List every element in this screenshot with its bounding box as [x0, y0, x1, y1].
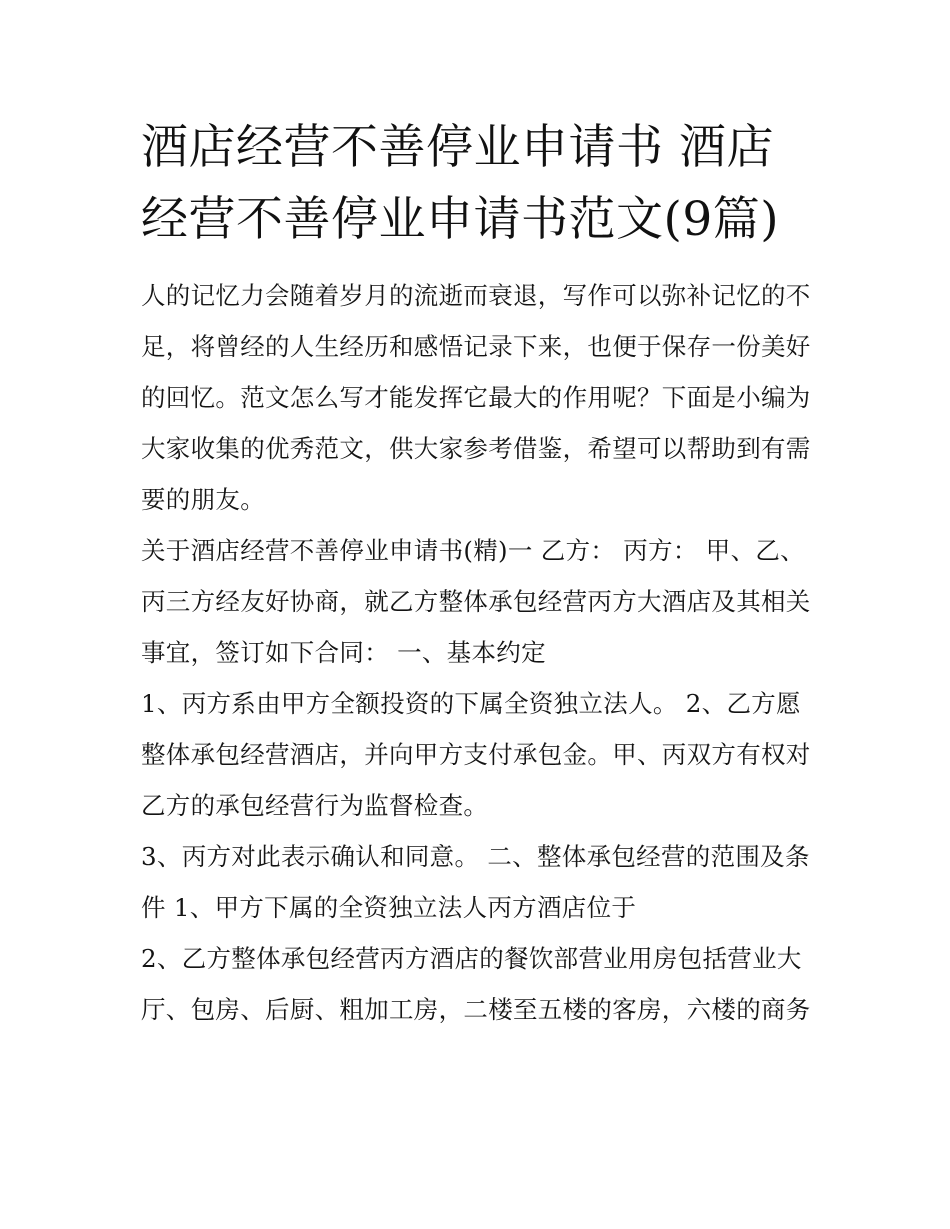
paragraph-scope-2: 2、乙方整体承包经营丙方酒店的餐饮部营业用房包括营业大厅、包房、后厨、粗加工房，二楼至五楼的客房，六楼的商务 — [141, 944, 811, 1024]
paragraph-clause-3: 3、丙方对此表示确认和同意。 二、整体承包经营的范围及条件 1、甲方下属的全资独立法人丙方酒店位于 — [141, 842, 810, 922]
document-content — [141, 112, 813, 1035]
document-body — [141, 270, 813, 1035]
paragraph-intro: 人的记忆力会随着岁月的流逝而衰退，写作可以弥补记忆的不足，将曾经的人生经历和感悟记录下来，也便于保存一份美好的回忆。范文怎么写才能发挥它最大的作用呢？下面是小编为大家收集的优秀范文，供大家参考借鉴，希望可以帮助到有需要的朋友。 — [141, 281, 811, 514]
document-title: 酒店经营不善停业申请书 酒店经营不善停业申请书范文(9篇) — [141, 120, 780, 247]
paragraph-contract-parties: 关于酒店经营不善停业申请书(精)一 乙方： 丙方： 甲、乙、丙三方经友好协商，就乙方整体承包经营丙方大酒店及其相关事宜，签订如下合同： 一、基本约定 — [141, 536, 811, 667]
paragraph-clause-1-2: 1、丙方系由甲方全额投资的下属全资独立法人。 2、乙方愿整体承包经营酒店，并向甲方支付承包金。甲、丙双方有权对乙方的承包经营行为监督检查。 — [141, 689, 811, 820]
